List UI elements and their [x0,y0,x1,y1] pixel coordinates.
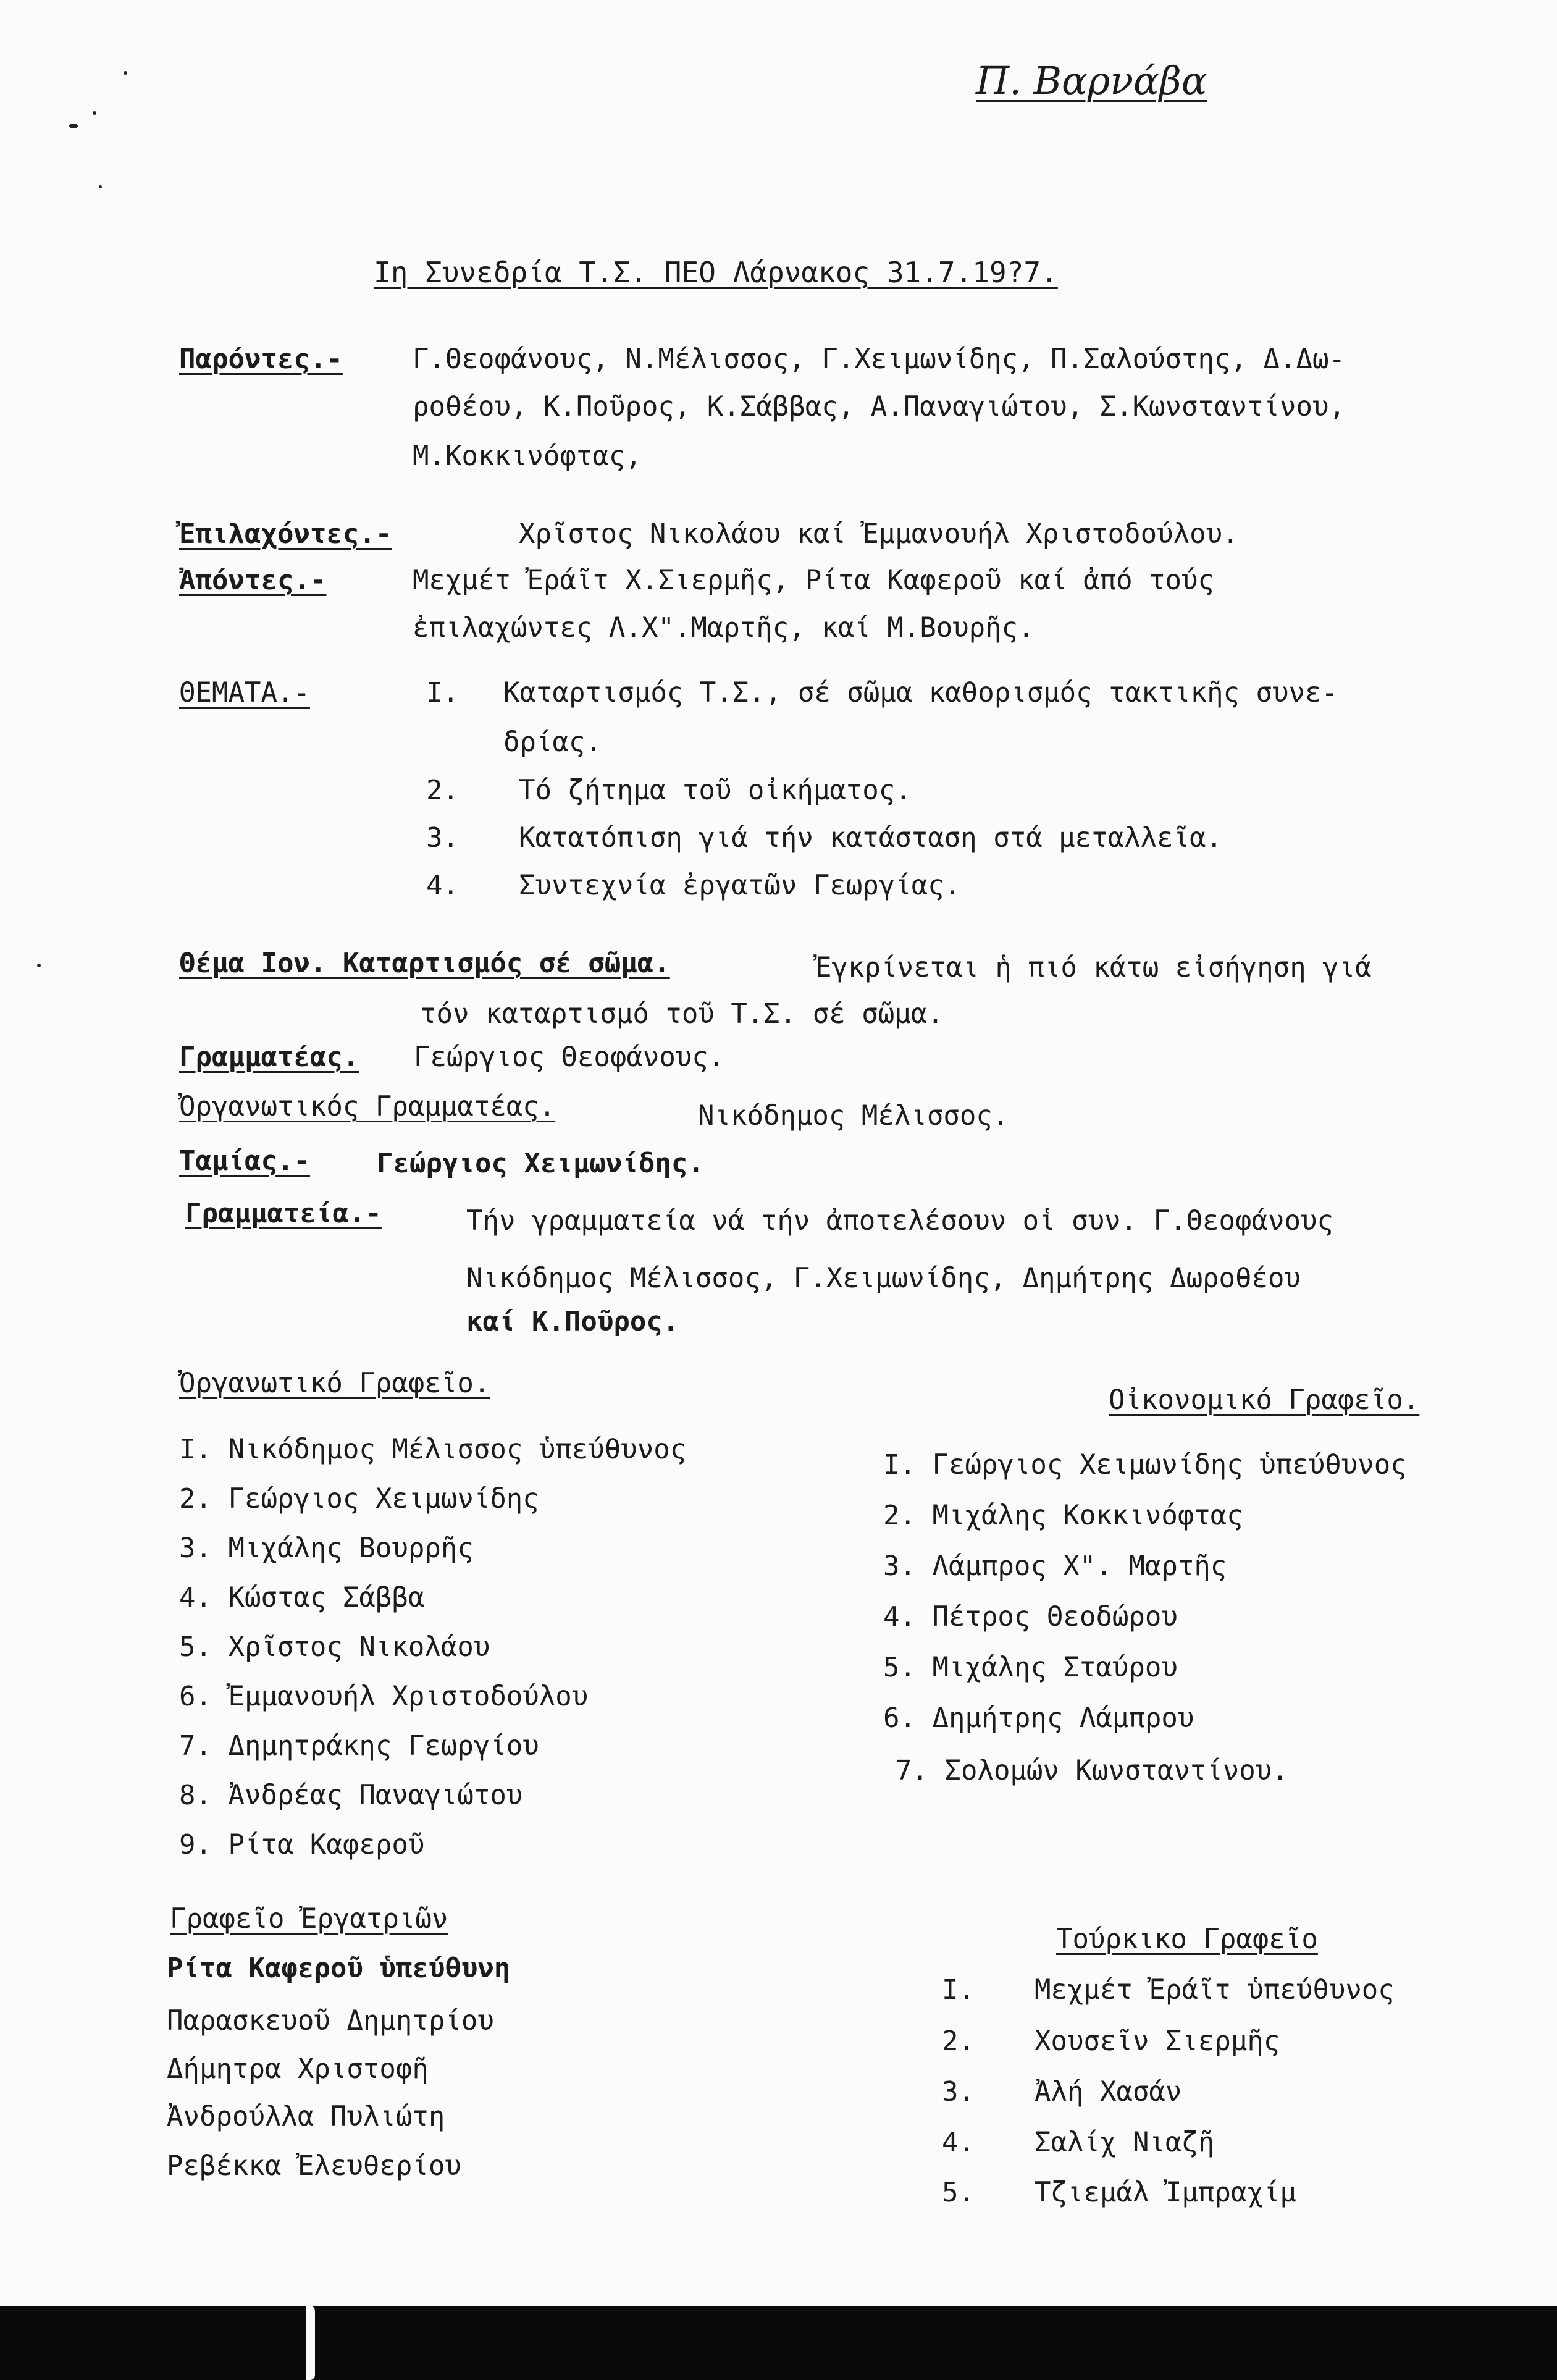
present-label: Παρόντες.- [179,343,343,375]
turkish-office-name: Μεχμέτ Ἐράῖτ ὑπεύθυνος [1035,1974,1395,2006]
women-office-item: Παρασκευοῦ Δημητρίου [167,2005,494,2037]
scan-speck [37,964,41,967]
topic-number: 3. [426,822,459,854]
turkish-office-name: Σαλίχ Νιαζῆ [1035,2127,1215,2158]
org-office-item: 8. Ἀνδρέας Παναγιώτου [179,1780,523,1811]
treasurer-name: Γεώργιος Χειμωνίδης. [377,1148,704,1179]
runners-up-label: Ἐπιλαχόντες.- [179,518,392,550]
topics-label: ΘΕΜΑΤΑ.- [179,677,310,709]
scan-edge-bar [0,2306,1557,2380]
absent-line: ἐπιλαχώντες Λ.Χ".Μαρτῆς, καί Μ.Βουρῆς. [413,612,1035,644]
present-line: ροθέου, Κ.Ποῦρος, Κ.Σάββας, Α.Παναγιώτου, Σ.Κωνσταντίνου, [413,391,1345,423]
topic-text: Κατατόπιση γιά τήν κατάσταση στά μεταλλεῖα. [519,822,1223,854]
women-office-item: Ρεβέκκα Ἐλευθερίου [167,2150,461,2182]
topic-text: Τό ζήτημα τοῦ οἰκήματος. [519,775,912,806]
scan-speck [69,124,78,128]
topic-number: 4. [426,870,459,901]
treasurer-label: Ταμίας.- [179,1145,310,1177]
fin-office-item: 7. Σολομών Κωνσταντίνου. [896,1755,1288,1786]
org-office-item: 4. Κώστας Σάββα [179,1582,425,1613]
meeting-title: Ιη Συνεδρία Τ.Σ. ΠΕΟ Λάρνακος 31.7.19?7. [374,256,1058,289]
turkish-office-number: 5. [942,2177,975,2208]
fin-office-item: 2. Μιχάλης Κοκκινόφτας [883,1500,1243,1531]
topic-text: Συντεχνία ἐργατῶν Γεωργίας. [519,870,961,901]
scan-edge-gap [306,2306,315,2380]
women-office-item: Δήμητρα Χριστοφῆ [167,2053,429,2085]
turkish-office-name: Χουσεῖν Σιερμῆς [1035,2025,1280,2057]
secretariat-line: καί Κ.Ποῦρος. [466,1306,679,1337]
secretariat-line: Τήν γραμματεία νά τήν ἀποτελέσουν οἱ συν. Γ.Θεοφάνους [466,1205,1333,1237]
scan-speck [124,71,127,75]
fin-office-item: 3. Λάμπρος Χ". Μαρτῆς [883,1550,1227,1582]
org-office-item: 6. Ἐμμανουήλ Χριστοδούλου [179,1681,589,1712]
fin-office-item: 6. Δημήτρης Λάμπρου [883,1702,1194,1734]
turkish-office-name: Ἀλή Χασάν [1035,2076,1182,2108]
topic-number: 2. [426,775,459,806]
women-office-item: Ἀνδρούλλα Πυλιώτη [167,2101,445,2132]
turkish-office-number: 4. [942,2127,975,2158]
topic1-line: τόν καταρτισμό τοῦ Τ.Σ. σέ σῶμα. [420,998,944,1030]
absent-label: Ἀπόντες.- [179,565,327,596]
turkish-office-number: 2. [942,2025,975,2057]
scan-speck [93,111,96,115]
fin-office-item: I. Γεώργιος Χειμωνίδης ὑπεύθυνος [883,1449,1407,1481]
topic-number: I. [426,677,459,709]
secretariat-label: Γραμματεία.- [185,1198,382,1229]
handwritten-signature: Π. Βαρνάβα [976,58,1207,103]
org-office-item: I. Νικόδημος Μέλισσος ὑπεύθυνος [179,1434,687,1465]
secretary-name: Γεώργιος Θεοφάνους. [414,1041,725,1073]
org-secretary-name: Νικόδημος Μέλισσος. [698,1100,1009,1132]
turkish-office-number: 3. [942,2076,975,2108]
runners-up-text: Χρῖστος Νικολάου καί Ἐμμανουήλ Χριστοδούλου. [519,518,1239,550]
scan-speck [99,185,102,188]
secretary-label: Γραμματέας. [179,1041,359,1073]
secretariat-line: Νικόδημος Μέλισσος, Γ.Χειμωνίδης, Δημήτρης Δωροθέου [466,1263,1301,1294]
org-office-item: 7. Δημητράκης Γεωργίου [179,1730,539,1762]
turkish-office-name: Τζιεμάλ Ἰμπραχίμ [1035,2177,1296,2208]
topic-text: Καταρτισμός Τ.Σ., σέ σῶμα καθορισμός τακτικῆς συνε- [503,677,1338,709]
fin-office-title: Οἰκονομικό Γραφεῖο. [1109,1384,1420,1416]
present-line: Γ.Θεοφάνους, Ν.Μέλισσος, Γ.Χειμωνίδης, Π.Σαλούστης, Δ.Δω- [413,343,1345,375]
org-secretary-label: Ὀργανωτικός Γραμματέας. [179,1091,556,1122]
present-line: Μ.Κοκκινόφτας, [413,440,642,472]
turkish-office-title: Τούρκικο Γραφεῖο [1056,1924,1318,1955]
topic1-line: Ἐγκρίνεται ἡ πιό κάτω εἰσήγηση γιά [815,952,1372,983]
fin-office-item: 5. Μιχάλης Σταύρου [883,1652,1178,1683]
org-office-item: 9. Ρίτα Καφεροῦ [179,1829,425,1861]
topic1-label: Θέμα Ιον. Καταρτισμός σέ σῶμα. [179,948,670,979]
fin-office-item: 4. Πέτρος Θεοδώρου [883,1601,1178,1633]
absent-line: Μεχμέτ Ἐράῖτ Χ.Σιερμῆς, Ρίτα Καφεροῦ καί ἀπό τούς [413,565,1215,596]
org-office-title: Ὀργανωτικό Γραφεῖο. [179,1368,490,1399]
turkish-office-number: I. [942,1974,975,2006]
org-office-item: 5. Χρῖστος Νικολάου [179,1631,490,1663]
org-office-item: 3. Μιχάλης Βουρρῆς [179,1533,474,1564]
women-office-item: Ρίτα Καφεροῦ ὑπεύθυνη [167,1953,511,1984]
topic-text: δρίας. [503,726,602,758]
women-office-title: Γραφεῖο Ἐργατριῶν [170,1903,448,1935]
org-office-item: 2. Γεώργιος Χειμωνίδης [179,1483,539,1515]
